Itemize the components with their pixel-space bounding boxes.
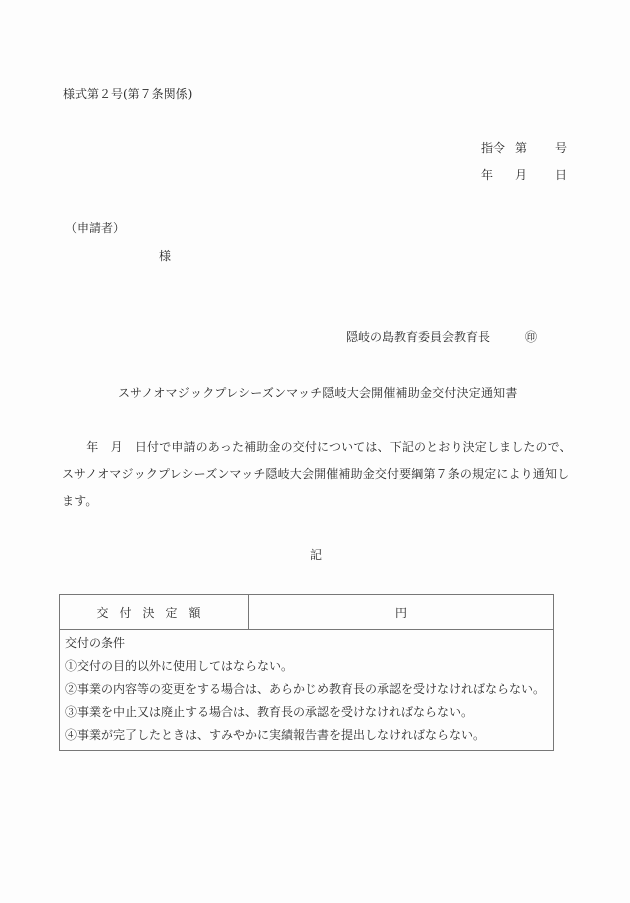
conditions-cell bbox=[60, 630, 554, 751]
condition-item: ①交付の目的以外に使用してはならない。 bbox=[65, 659, 294, 673]
condition-item: ③事業を中止又は廃止する場合は、教育長の承認を受けなければならない。 bbox=[65, 705, 474, 719]
date-year: 年 bbox=[481, 168, 494, 182]
form-label: 様式第２号(第７条関係) bbox=[63, 87, 193, 101]
reference-label: 指令 bbox=[481, 141, 506, 155]
ki-heading: 記 bbox=[310, 548, 323, 562]
honorific: 様 bbox=[159, 249, 172, 263]
reference-dai: 第 bbox=[515, 141, 528, 155]
reference-go: 号 bbox=[555, 141, 568, 155]
condition-item: ④事業が完了したときは、すみやかに実績報告書を提出しなければならない。 bbox=[65, 728, 486, 742]
amount-row bbox=[60, 595, 554, 630]
amount-value: 円 bbox=[249, 595, 554, 630]
decision-table bbox=[59, 594, 554, 751]
condition-item: ②事業の内容等の変更をする場合は、あらかじめ教育長の承認を受けなければならない。 bbox=[65, 682, 546, 696]
applicant-label: （申請者） bbox=[65, 221, 126, 235]
seal-mark: ㊞ bbox=[525, 330, 538, 344]
body-line-1: 年 月 日付で申請のあった補助金の交付については、下記のとおり決定しましたので、 bbox=[62, 440, 572, 454]
conditions-row bbox=[60, 630, 554, 751]
date-day: 日 bbox=[555, 168, 568, 182]
date-month: 月 bbox=[515, 168, 528, 182]
conditions-title: 交付の条件 bbox=[65, 636, 126, 650]
amount-label: 交付決定額 bbox=[60, 595, 249, 630]
body-line-3: ます。 bbox=[62, 494, 98, 508]
document-title: スサノオマジックプレシーズンマッチ隠岐大会開催補助金交付決定通知書 bbox=[118, 386, 518, 400]
issuer-name: 隠岐の島教育委員会教育長 bbox=[346, 330, 491, 344]
body-line-2: スサノオマジックプレシーズンマッチ隠岐大会開催補助金交付要綱第７条の規定により通知し bbox=[62, 467, 570, 481]
